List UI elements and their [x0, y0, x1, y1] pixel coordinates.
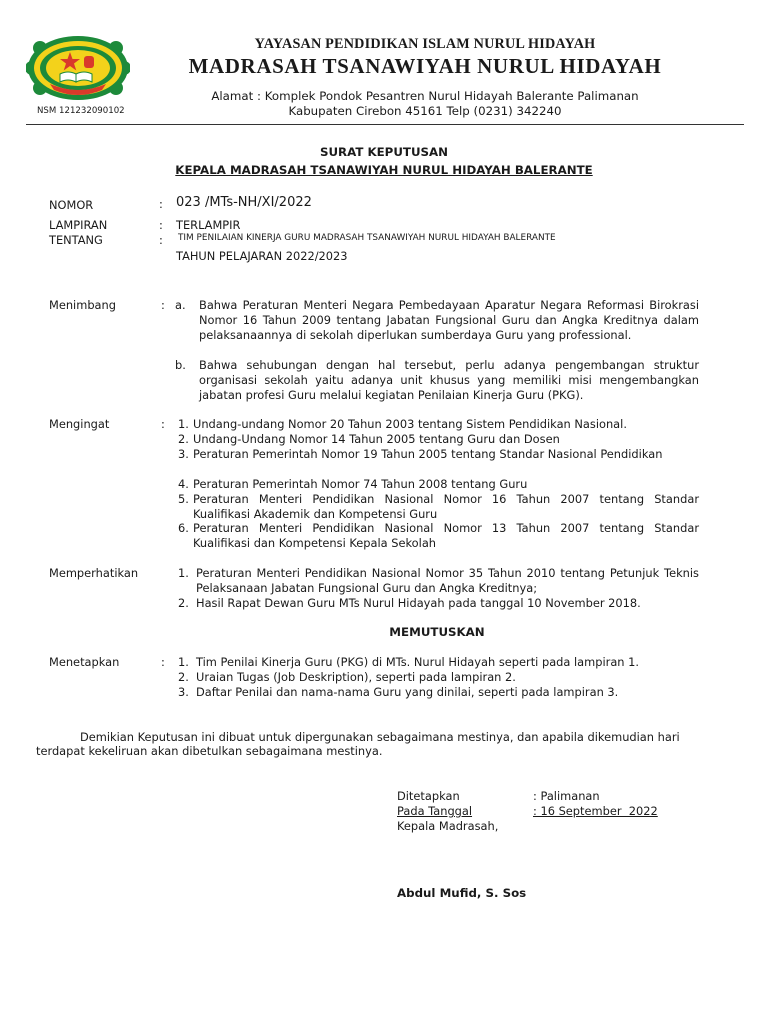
menetapkan-item-2: Uraian Tugas (Job Deskription), seperti pada lampiran 2.: [196, 670, 516, 684]
menetapkan-item-3: Daftar Penilai dan nama-nama Guru yang dinilai, seperti pada lampiran 3.: [196, 685, 619, 699]
menimbang-item-b: Bahwa sehubungan dengan hal tersebut, perlu adanya pengembangan struktur organisasi sekolah yaitu adanya unit khusus yang memiliki misi mengembangkan jabatan profesi Guru melalui kegiatan Penilaian Kinerja Guru (PKG).: [199, 358, 699, 402]
lampiran-colon: :: [159, 218, 163, 232]
document-title: SURAT KEPUTUSAN: [319, 145, 449, 159]
school-logo: [26, 34, 130, 102]
memperhatikan-marker-2: 2.: [178, 596, 189, 610]
mengingat-item-1: Undang-undang Nomor 20 Tahun 2003 tentang Sistem Pendidikan Nasional.: [193, 417, 627, 431]
mengingat-item-4: Peraturan Pemerintah Nomor 74 Tahun 2008 tentang Guru: [193, 477, 528, 491]
lampiran-value: TERLAMPIR: [176, 218, 241, 232]
menimbang-marker-b: b.: [175, 358, 186, 372]
tanggal-label: Pada Tanggal: [397, 804, 473, 818]
letterhead-divider: [26, 124, 744, 125]
mengingat-marker-6: 6.: [178, 521, 189, 535]
ditetapkan-label: Ditetapkan: [397, 789, 460, 803]
menetapkan-item-1: Tim Penilai Kinerja Guru (PKG) di MTs. Nurul Hidayah seperti pada lampiran 1.: [196, 655, 640, 669]
menetapkan-colon: :: [161, 655, 165, 669]
mengingat-marker-2: 2.: [178, 432, 189, 446]
closing-line-1: Demikian Keputusan ini dibuat untuk dipergunakan sebagaimana mestinya, dan apabila dikemudian hari: [80, 730, 680, 744]
nomor-label: NOMOR: [49, 198, 94, 212]
signer-position: Kepala Madrasah,: [397, 819, 499, 833]
nomor-colon: :: [159, 197, 163, 211]
tentang-label: TENTANG: [49, 233, 103, 247]
nsm-number: NSM 121232090102: [37, 106, 125, 116]
mengingat-colon: :: [161, 417, 165, 431]
tahun-pelajaran: TAHUN PELAJARAN 2022/2023: [176, 249, 348, 263]
tentang-value: TIM PENILAIAN KINERJA GURU MADRASAH TSANAWIYAH NURUL HIDAYAH BALERANTE: [178, 233, 556, 243]
mengingat-item-3: Peraturan Pemerintah Nomor 19 Tahun 2005 tentang Standar Nasional Pendidikan: [193, 447, 663, 461]
memperhatikan-item-2: Hasil Rapat Dewan Guru MTs Nurul Hidayah pada tanggal 10 November 2018.: [196, 596, 641, 610]
menetapkan-label: Menetapkan: [49, 655, 120, 669]
menimbang-colon: :: [161, 298, 165, 312]
school-name: MADRASAH TSANAWIYAH NURUL HIDAYAH: [188, 54, 662, 78]
mengingat-item-2: Undang-Undang Nomor 14 Tahun 2005 tentang Guru dan Dosen: [193, 432, 560, 446]
memperhatikan-marker-1: 1.: [178, 566, 189, 580]
mengingat-marker-3: 3.: [178, 447, 189, 461]
mengingat-marker-1: 1.: [178, 417, 189, 431]
menetapkan-marker-2: 2.: [178, 670, 189, 684]
menetapkan-marker-3: 3.: [178, 685, 189, 699]
mengingat-marker-4: 4.: [178, 477, 189, 491]
menimbang-item-a: Bahwa Peraturan Menteri Negara Pembedayaan Aparatur Negara Reformasi Birokrasi Nomor 16 Tahun 2009 tentang Jabatan Fungsional Guru dan Angka Kreditnya dalam pelaksanaannya di sekolah diperlukan sumberdaya Guru yang professional.: [199, 298, 699, 342]
ditetapkan-value: : Palimanan: [533, 789, 600, 803]
foundation-name: YAYASAN PENDIDIKAN ISLAM NURUL HIDAYAH: [254, 36, 596, 52]
mengingat-marker-5: 5.: [178, 492, 189, 506]
signer-name: Abdul Mufid, S. Sos: [397, 886, 527, 900]
tanggal-value: : 16 September 2022: [533, 804, 658, 818]
menimbang-label: Menimbang: [49, 298, 116, 312]
address: [170, 89, 680, 119]
nomor-value: 023 /MTs-NH/XI/2022: [176, 195, 312, 210]
school-logo-emblem-icon: [26, 34, 130, 102]
address-line-1: Alamat : Komplek Pondok Pesantren Nurul Hidayah Balerante Palimanan: [211, 89, 639, 103]
menetapkan-marker-1: 1.: [178, 655, 189, 669]
memperhatikan-label: Memperhatikan: [49, 566, 139, 580]
address-line-2: Kabupaten Cirebon 45161 Telp (0231) 342240: [288, 104, 562, 118]
mengingat-item-6: Peraturan Menteri Pendidikan Nasional Nomor 13 Tahun 2007 tentang Standar Kualifikasi dan Kompetensi Kepala Sekolah: [193, 521, 699, 550]
mengingat-item-5: Peraturan Menteri Pendidikan Nasional Nomor 16 Tahun 2007 tentang Standar Kualifikasi Akademik dan Kompetensi Guru: [193, 492, 699, 521]
menimbang-marker-a: a.: [175, 298, 186, 312]
document-subtitle: KEPALA MADRASAH TSANAWIYAH NURUL HIDAYAH BALERANTE: [175, 163, 593, 177]
mengingat-label: Mengingat: [49, 417, 110, 431]
lampiran-label: LAMPIRAN: [49, 218, 108, 232]
closing-line-2: terdapat kekeliruan akan dibetulkan sebagaimana mestinya.: [36, 744, 383, 758]
tentang-colon: :: [159, 233, 163, 247]
memperhatikan-item-1: Peraturan Menteri Pendidikan Nasional Nomor 35 Tahun 2010 tentang Petunjuk Teknis Pelaksanaan Jabatan Fungsional Guru dan Angka Kreditnya;: [196, 566, 699, 595]
memutuskan-heading: MEMUTUSKAN: [389, 625, 485, 639]
